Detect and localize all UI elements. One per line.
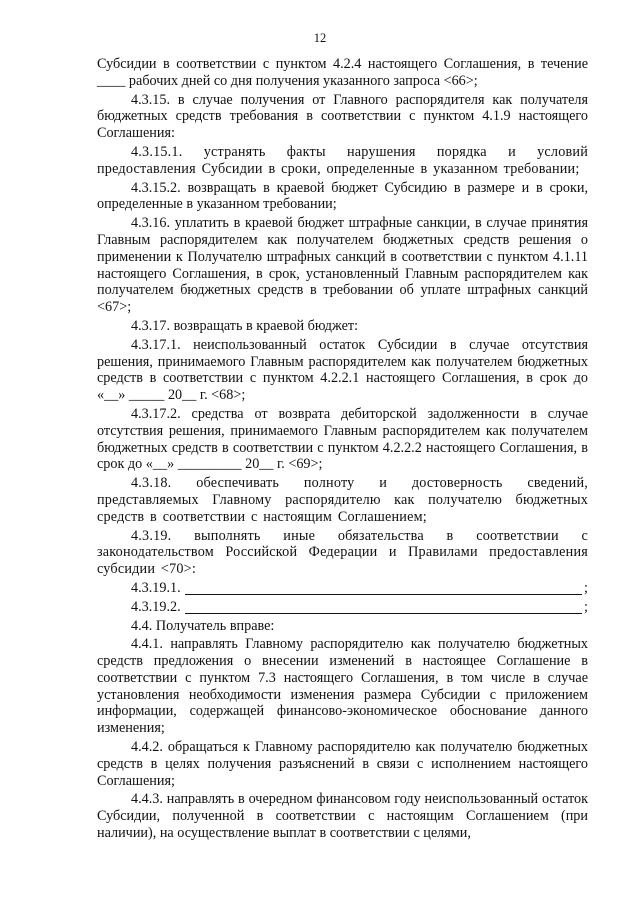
fill-line-label: 4.3.19.1. [131,579,181,596]
paragraph-4-3-18: 4.3.18. обеспечивать полноту и достоверность сведений, представляемых Главному распорядителю как получателю бюджетных средств в соответствии с настоящим Соглашением; [97,475,588,525]
paragraph-4-4-3: 4.4.3. направлять в очередном финансовом году неиспользованный остаток Субсидии, полученной в соответствии с настоящим Соглашением (при наличии), на осуществление выплат в соответствии с целями, [97,791,588,842]
blank-line [185,601,582,614]
document-body [97,56,588,844]
paragraph-4-4-2: 4.4.2. обращаться к Главному распорядителю как получателю бюджетных средств в целях получения разъяснений в связи с исполнением настоящего Соглашения; [97,739,588,789]
paragraph-4-3-19: 4.3.19. выполнять иные обязательства в соответствии с законодательством Российской Федерации и Правилами предоставления субсидии <70>: [97,527,588,578]
page-number: 12 [313,31,327,45]
paragraph-continuation: Субсидии в соответствии с пунктом 4.2.4 настоящего Соглашения, в течение ____ рабочих дней со дня получения указанного запроса <66>; [97,56,588,89]
paragraph-4-4: 4.4. Получатель вправе: [131,617,275,634]
fill-line-label: 4.3.19.2. [131,598,181,615]
paragraph-4-3-17-2: 4.3.17.2. средства от возврата дебиторской задолженности в случае отсутствия решения, принимаемого Главным распорядителем как получателем бюджетных средств в соответствии с пунктом 4.2.2.2 настоящего Соглашения, в срок до «__» _________ 20__ г. <69>; [97,405,588,473]
paragraph-4-3-15-1: 4.3.15.1. устранять факты нарушения порядка и условий предоставления Субсидии в сроки, определенные в указанном требовании; [97,143,588,177]
paragraph-4-3-15: 4.3.15. в случае получения от Главного распорядителя как получателя бюджетных средств требования в соответствии с пунктом 4.1.9 настоящего Соглашения: [97,91,588,142]
fill-line-4-3-19-2 [97,599,588,616]
paragraph-4-3-15-2: 4.3.15.2. возвращать в краевой бюджет Субсидию в размере и в сроки, определенные в указанном требовании; [97,179,588,213]
paragraph-4-3-16: 4.3.16. уплатить в краевой бюджет штрафные санкции, в случае принятия Главным распорядителем как получателем бюджетных средств решения о применении к Получателю штрафных санкций в соответствии с пунктом 4.1.11 настоящего Соглашения, в срок, установленный Главным распорядителем как получателем бюджетных средств в требовании об уплате штрафных санкций <67>; [97,215,588,316]
fill-line-4-3-19-1 [97,580,588,597]
paragraph-4-4-1: 4.4.1. направлять Главному распорядителю как получателю бюджетных средств предложения о внесении изменений в настоящее Соглашение в соответствии с пунктом 7.3 настоящего Соглашения, в том числе в случае установления необходимости изменения размера Субсидии с приложением информации, содержащей финансово-экономическое обоснование данного изменения; [97,636,588,737]
blank-line [185,582,582,595]
fill-line-end: ; [584,598,588,615]
paragraph-4-3-17: 4.3.17. возвращать в краевой бюджет: [131,317,359,334]
fill-line-end: ; [584,579,588,596]
paragraph-4-3-17-1: 4.3.17.1. неиспользованный остаток Субсидии в случае отсутствия решения, принимаемого Главным распорядителем как получателем бюджетных средств в соответствии с пунктом 4.2.2.1 настоящего Соглашения, в срок до «__» _____ 20__ г. <68>; [97,336,588,404]
